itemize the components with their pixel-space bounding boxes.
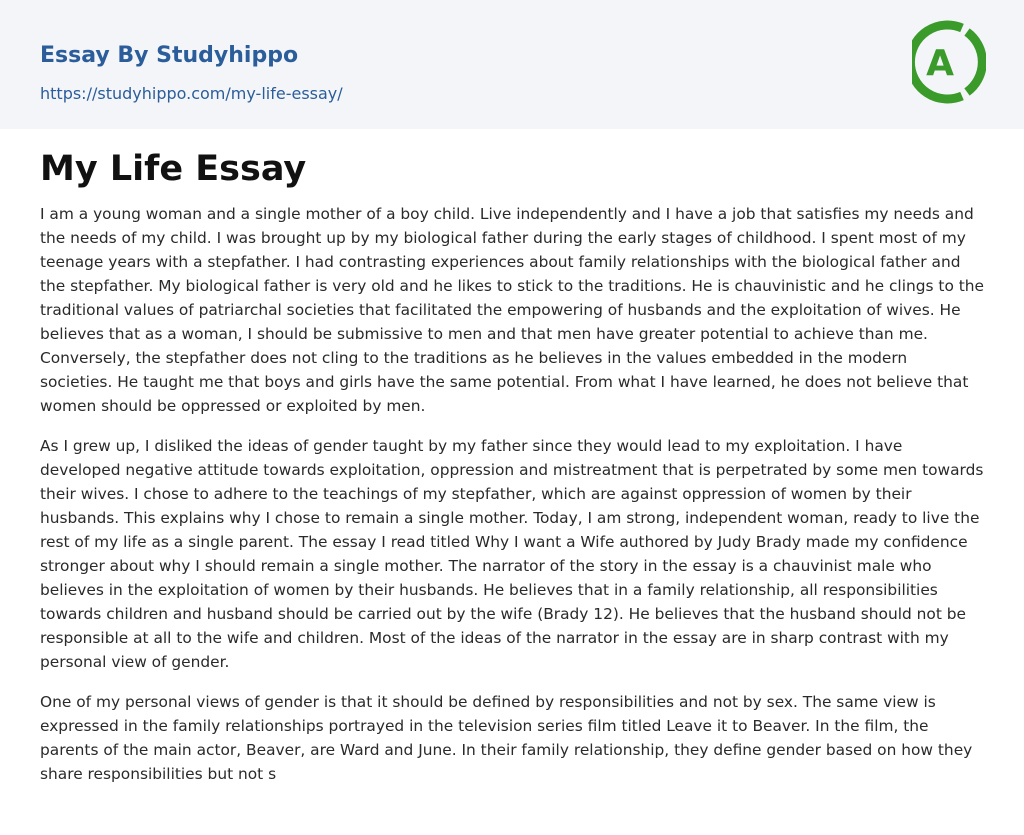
- article-paragraph-3: One of my personal views of gender is that it should be defined by responsibilities and not by sex. The same view is expressed in the family relationships portrayed in the television series film titled Leave it to Beaver. In the film, the parents of the main actor, Beaver, are Ward and June. In their family relationship, they define gender based on how they share responsibilities but not s: [40, 693, 973, 783]
- studyhippo-logo-icon[interactable]: [912, 19, 986, 105]
- article-paragraph-1: I am a young woman and a single mother of a boy child. Live independently and I have a job that satisfies my needs and the needs of my child. I was brought up by my biological father during the early stages of childhood. I spent most of my teenage years with a stepfather. I had contrasting experiences about family relationships with the biological father and the stepfather. My biological father is very old and he likes to stick to the traditions. He is chauvinistic and he clings to the traditional values of patriarchal societies that facilitated the empowering of husbands and the exploitation of wives. He believes that as a woman, I should be submissive to men and that men have greater potential to achieve than me. Conversely, the stepfather does not cling to the traditions as he believes in the values embedded in the modern societies. He taught me that boys and girls have the same potential. From what I have learned, he does not believe that women should be oppressed or exploited by men.: [40, 205, 985, 415]
- article-paragraph-2: As I grew up, I disliked the ideas of gender taught by my father since they would lead to my exploitation. I have developed negative attitude towards exploitation, oppression and mistreatment that is perpetrated by some men towards their wives. I chose to adhere to the teachings of my stepfather, which are against oppression of women by their husbands. This explains why I chose to remain a single mother. Today, I am strong, independent woman, ready to live the rest of my life as a single parent. The essay I read titled Why I want a Wife authored by Judy Brady made my confidence stronger about why I should remain a single mother. The narrator of the story in the essay is a chauvinist male who believes in the exploitation of women by their husbands. He believes that in a family relationship, all responsibilities towards children and husband should be carried out by the wife (Brady 12). He believes that the husband should not be responsible at all to the wife and children. Most of the ideas of the narrator in the essay are in sharp contrast with my personal view of gender.: [40, 437, 984, 671]
- site-brand[interactable]: Essay By Studyhippo: [40, 43, 299, 68]
- site-header: [0, 0, 1024, 129]
- article-title: My Life Essay: [40, 149, 307, 189]
- article-content: [0, 129, 1024, 786]
- page-url-link[interactable]: https://studyhippo.com/my-life-essay/: [40, 84, 343, 103]
- logo-letter: A: [926, 43, 954, 84]
